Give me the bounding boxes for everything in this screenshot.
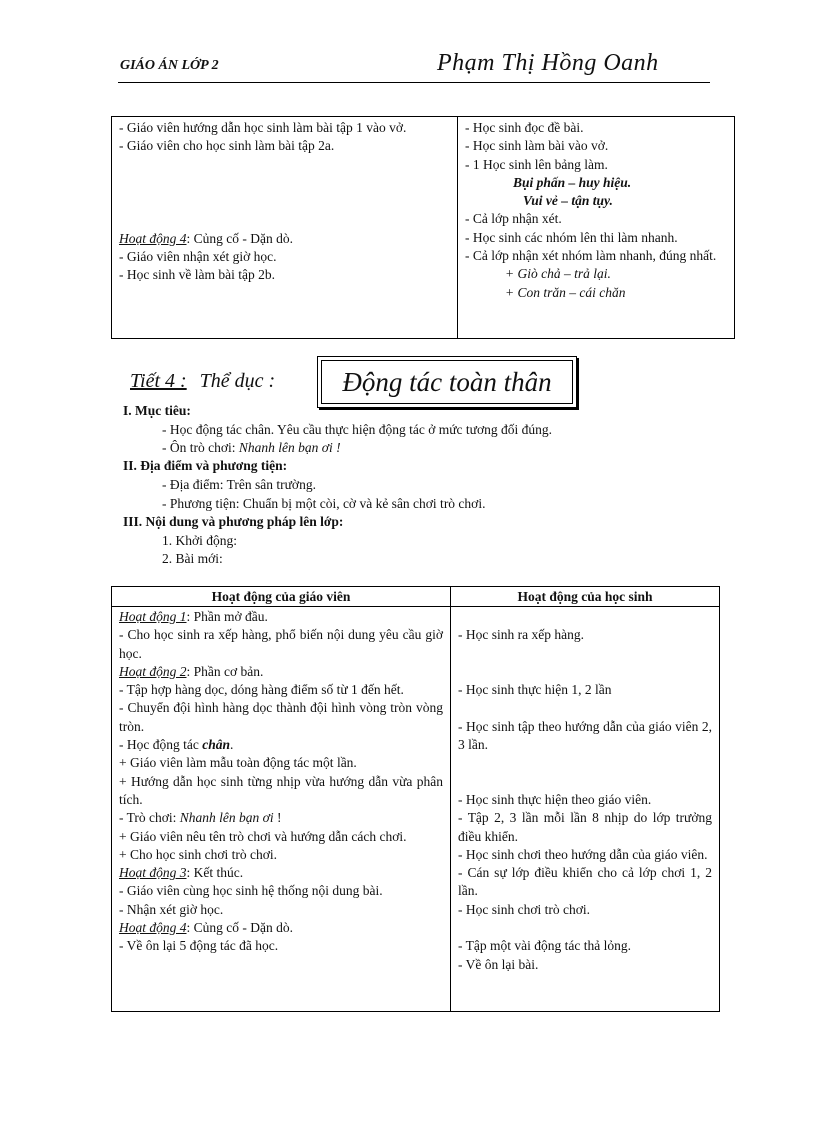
teacher-column: Hoạt động 1: Phần mở đầu. - Cho học sinh ra xếp hàng, phổ biến nội dung yêu cầu giờ học. Hoạt động 2: Phần cơ bản. - Tập hợp hàng dọc, dóng hàng điểm số từ 1 đến hết. - Chuyển đội hình hàng dọc thành đội hình vòng tròn vòng tròn. - Học động tác chân. + Giáo viên làm mẫu toàn động tác một lần. + Hướng dẫn học sinh từng nhịp vừa hướng dẫn vừa phân tích. - Trò chơi: Nhanh lên bạn ơi ! + Giáo viên nêu tên trò chơi và hướng dẫn cách chơi. + Cho học sinh chơi trò chơi. Hoạt động 3: Kết thúc. - Giáo viên cùng học sinh hệ thống nội dung bài. - Nhận xét giờ học. Hoạt động 4: Củng cố - Dặn dò. - Về ôn lại 5 động tác đã học. [112,607,451,1012]
teacher-line: - Giáo viên hướng dẫn học sinh làm bài tập 1 vào vở. [119,120,407,135]
student-line: - Cả lớp nhận xét nhóm làm nhanh, đúng nhất. [465,248,717,264]
student-line: - Học sinh chơi theo hướng dẫn của giáo viên. [458,846,708,862]
activity-heading: Hoạt động 3 [119,865,187,881]
teacher-column [112,117,458,339]
subject-label: Thể dục : [199,370,276,392]
word-pair: Vui vẻ – tận tụy. [523,193,613,209]
student-line: - Học sinh thực hiện theo giáo viên. [458,791,652,807]
teacher-line: - Học sinh về làm bài tập 2b. [119,267,275,283]
teacher-line: + Giáo viên làm mẫu toàn động tác một lần. [119,755,357,771]
student-line: - Học sinh làm bài vào vở. [465,138,609,154]
equipment-line: - Phương tiện: Chuẩn bị một còi, cờ và kẻ sân chơi trò chơi. [162,496,486,511]
word-pair: + Con trăn – cái chăn [505,284,626,300]
content-step: 1. Khởi động: [162,533,238,548]
lesson-heading [130,370,275,393]
lesson-title: Động tác toàn thân [321,360,573,404]
period-label: Tiết 4 : [130,370,187,392]
student-line: - Học sinh ra xếp hàng. [458,627,584,643]
student-line: - Tập một vài động tác thả lỏng. [458,938,631,954]
student-line: - Cán sự lớp điều khiển cho cả lớp chơi 1, 2 lần. [458,865,712,899]
teacher-line: - Giáo viên nhận xét giờ học. [119,248,277,264]
student-line: - Tập 2, 3 lần mỗi lần 8 nhịp do lớp trưởng điều khiển. [458,810,712,844]
section-location: II. Địa điểm và phương tiện: [123,458,288,473]
student-line: - Học sinh thực hiện 1, 2 lần [458,682,612,698]
teacher-activity-header: Hoạt động của giáo viên [112,587,451,607]
student-line: - 1 Học sinh lên bảng làm. [465,156,608,172]
activities-table [111,586,720,1012]
lesson-title-box [317,356,577,408]
content-step: 2. Bài mới: [162,551,223,566]
student-column [451,607,720,1012]
teacher-line: - Học động tác chân. [119,737,234,753]
teacher-line: - Về ôn lại 5 động tác đã học. [119,938,279,954]
word-pair: + Giò chả – trả lại. [505,266,611,282]
header-author: Phạm Thị Hồng Oanh [437,50,659,76]
teacher-line: - Giáo viên cùng học sinh hệ thống nội dung bài. [119,883,383,899]
objective-line: - Học động tác chân. Yêu cầu thực hiện động tác ở mức tương đối đúng. [162,422,552,437]
section-content: III. Nội dung và phương pháp lên lớp: [123,514,344,529]
teacher-line: - Cho học sinh ra xếp hàng, phổ biến nội dung yêu cầu giờ học. [119,627,443,661]
student-line: - Về ôn lại bài. [458,956,539,972]
objective-line: - Ôn trò chơi: Nhanh lên bạn ơi ! [162,440,341,455]
student-line: - Cả lớp nhận xét. [465,211,562,227]
header-divider [118,82,710,83]
student-column [458,117,735,339]
teacher-line: - Tập hợp hàng dọc, dóng hàng điểm số từ 1 đến hết. [119,682,404,698]
teacher-line: - Nhận xét giờ học. [119,901,224,917]
teacher-line: - Chuyển đội hình hàng dọc thành đội hình vòng tròn vòng tròn. [119,700,443,734]
continuation-table [111,116,735,339]
activity-title: : Củng cố - Dặn dò. [186,230,293,246]
student-line: - Học sinh các nhóm lên thi làm nhanh. [465,229,678,245]
section-objectives: I. Mục tiêu: [123,403,191,418]
word-pair: Bụi phấn – huy hiệu. [513,174,632,190]
student-line: - Học sinh đọc đề bài. [465,120,584,135]
teacher-line: + Giáo viên nêu tên trò chơi và hướng dẫn cách chơi. [119,828,407,844]
student-line: - Học sinh chơi trò chơi. [458,901,591,917]
teacher-line: - Giáo viên cho học sinh làm bài tập 2a. [119,138,335,154]
activity-heading: Hoạt động 4 [119,920,187,936]
teacher-line: + Cho học sinh chơi trò chơi. [119,846,277,862]
location-line: - Địa điểm: Trên sân trường. [162,477,316,492]
header-left: GIÁO ÁN LỚP 2 [120,58,219,73]
activity-heading: Hoạt động 1 [119,609,187,624]
activity-heading: Hoạt động 2 [119,663,187,679]
student-line: - Học sinh tập theo hướng dẫn của giáo viên 2, 3 lần. [458,718,712,753]
teacher-line: - Trò chơi: Nhanh lên bạn ơi ! [119,810,282,826]
student-activity-header: Hoạt động của học sinh [451,587,720,607]
teacher-line: + Hướng dẫn học sinh từng nhịp vừa hướng dẫn vừa phân tích. [119,773,443,807]
activity-heading: Hoạt động 4 [119,230,187,246]
